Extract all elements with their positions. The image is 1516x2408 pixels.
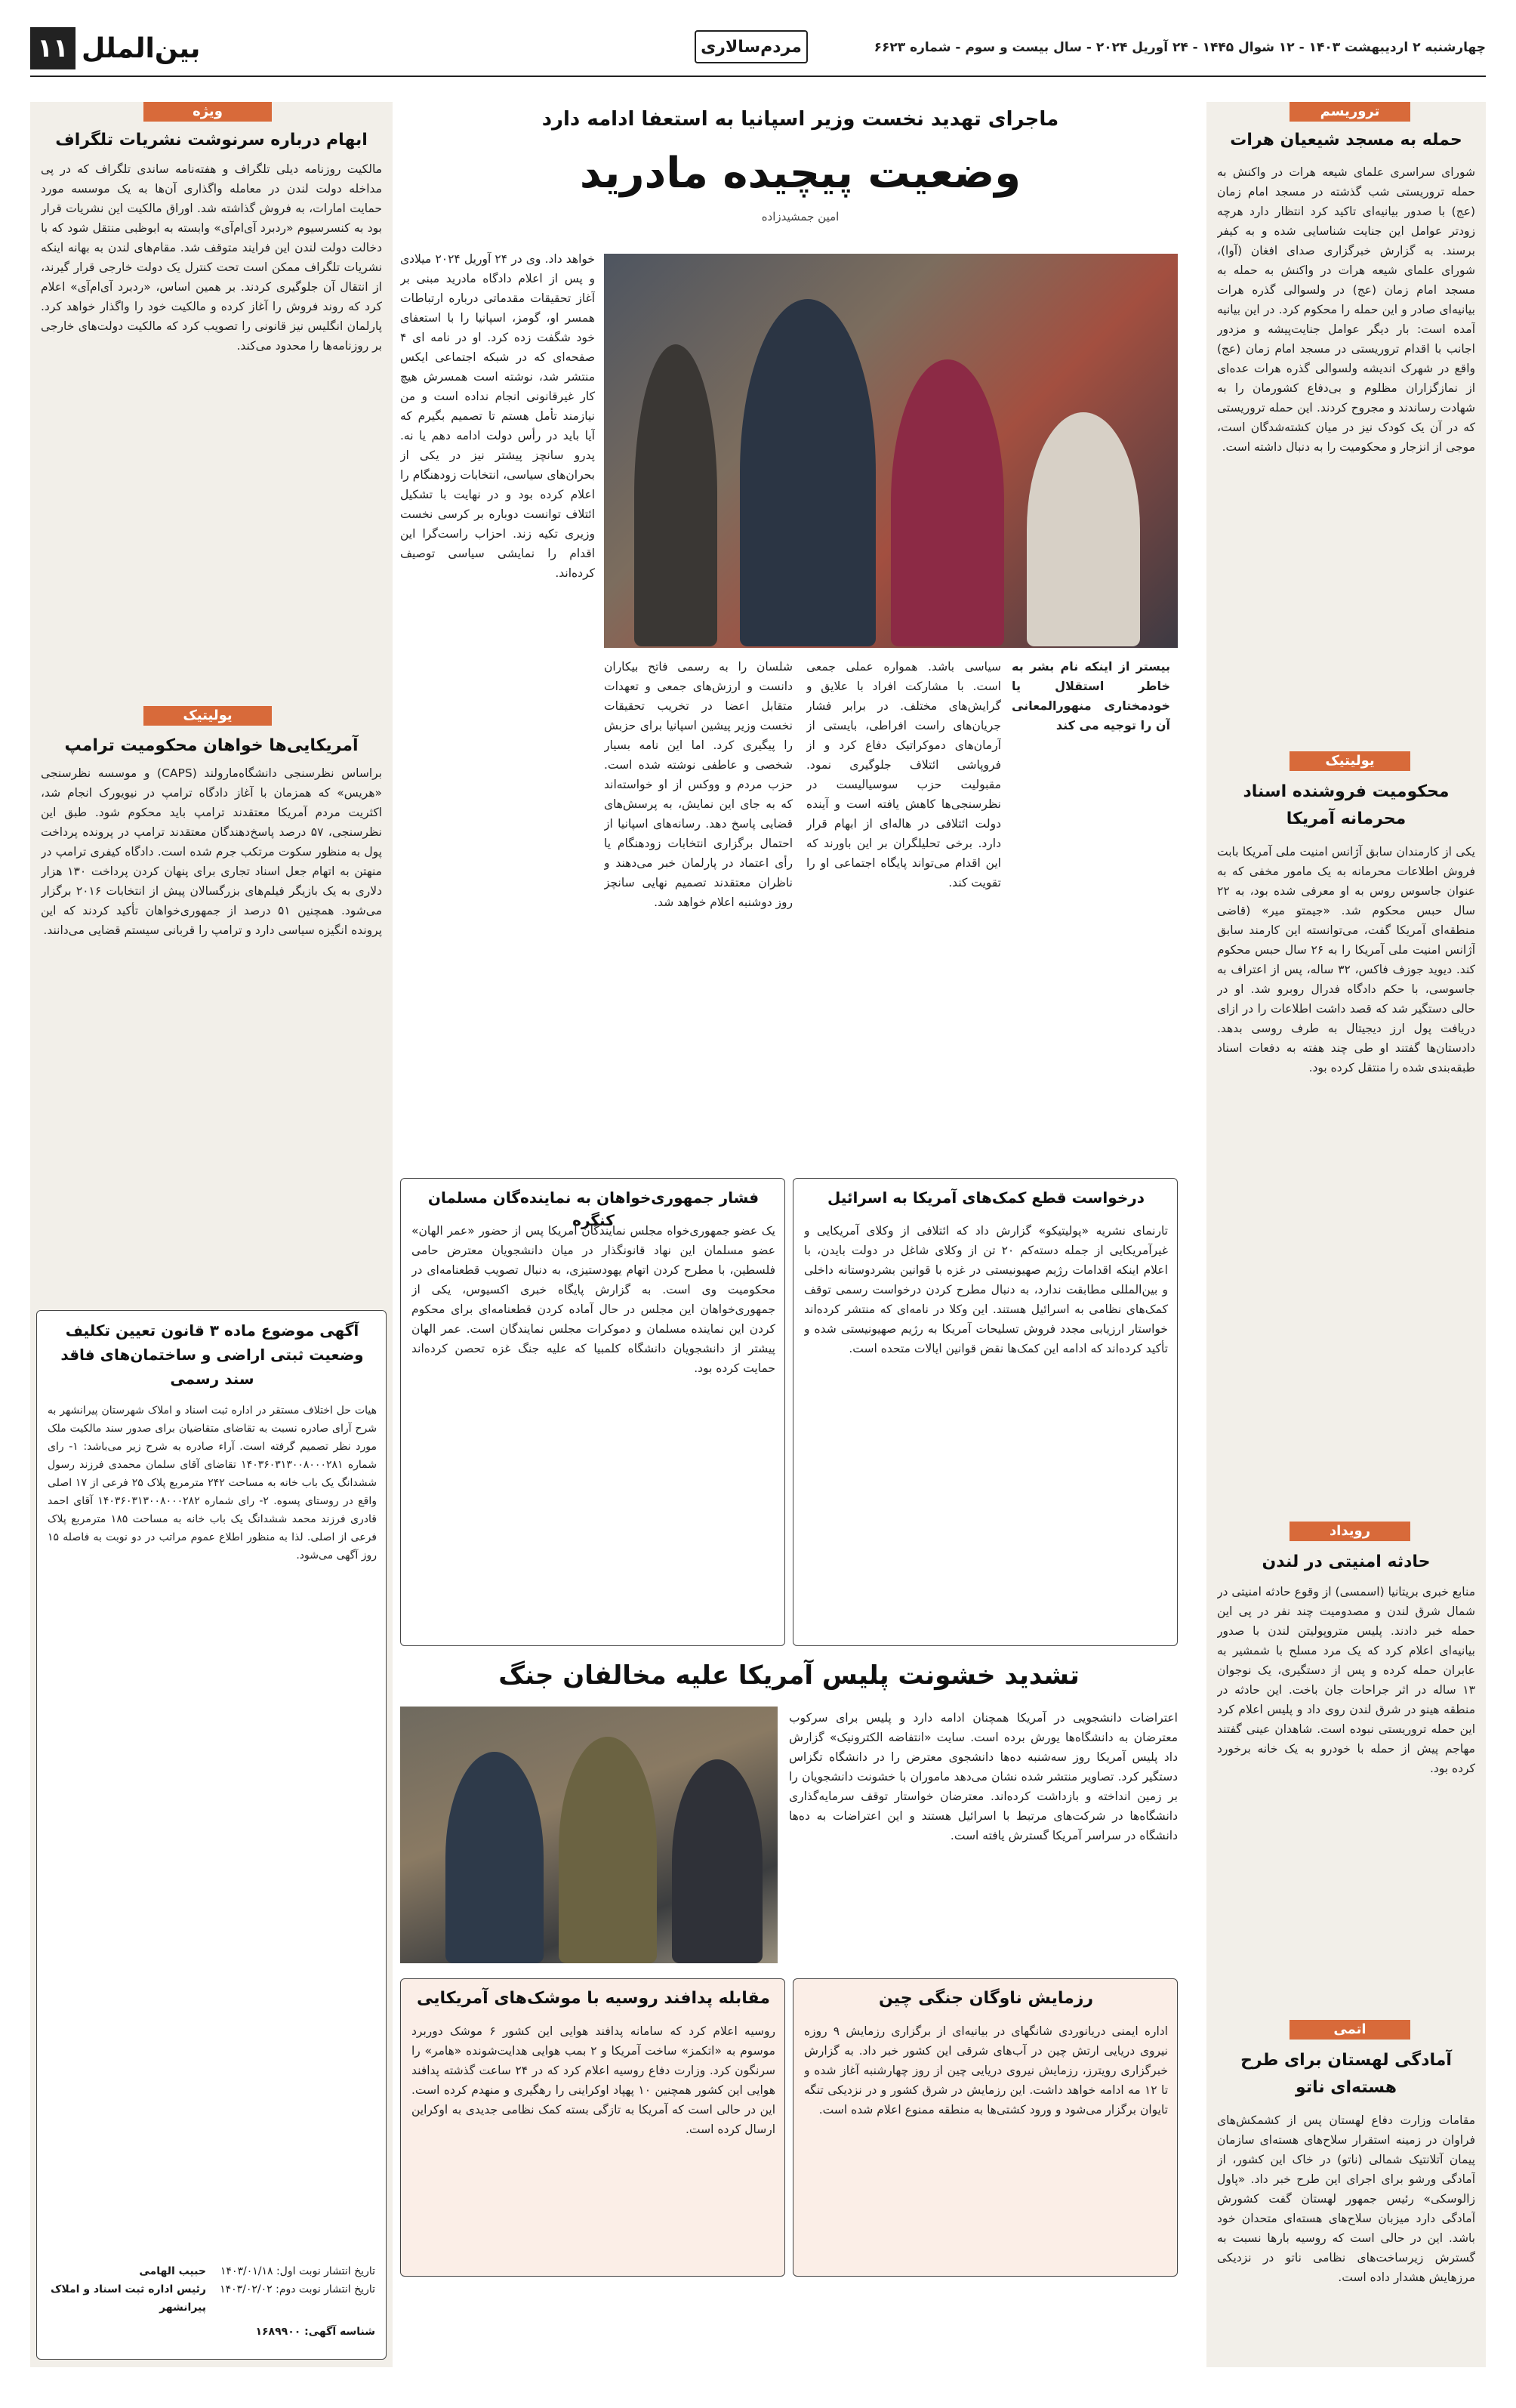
main-kicker: ماجرای تهدید نخست وزیر اسپانیا به استعفا ادامه دارد [541, 108, 1059, 131]
photo-figure-2 [1027, 412, 1140, 646]
left-title-2: آمریکایی‌ها خواهان محکومیت ترامپ [64, 736, 359, 755]
legal-notice [36, 1310, 387, 2360]
left-column [30, 102, 393, 2367]
photo-figure-3 [634, 344, 717, 646]
photo-caption: بیستر از اینکه نام بشر به خاطر استقلال یا خودمختاری منهورالمعانی آن را توجیه می کند [1012, 659, 1170, 732]
date-line: چهارشنبه ۲ اردیبهشت ۱۴۰۳ - ۱۲ شوال ۱۴۴۵ - ۲۴ آوریل ۲۰۲۴ - سال بیست و سوم - شماره ۶۶۲۳ [874, 40, 1486, 55]
right-column [1206, 102, 1486, 2367]
notice-dates: تاریخ انتشار نوبت اول: ۱۴۰۳/۰۱/۱۸ تاریخ انتشار نوبت دوم: ۱۴۰۳/۰۲/۰۲ [220, 2265, 375, 2295]
tag-special: ویژه [143, 102, 272, 122]
tag-nuclear: اتمی [1290, 2020, 1410, 2040]
main-body-3: سیاسی باشد. همواره عملی جمعی است. با مشارکت افراد با علایق و گرایش‌های مختلف. در برابر فشار جریان‌های راست افراطی، بایستی از آرمان‌های دموکراتیک دفاع کرد و از فروپاشی ائتلاف جلوگیری نمود. مقبولیت حزب سوسیالیست در نظرسنجی‌ها کاهش یافته است و آینده دولت ائتلافی در هاله‌ای از ابهام قرار دارد. برخی تحلیلگران بر این باورند که این اقدام می‌تواند پایگاه اجتماعی او را تقویت کند. [806, 660, 1001, 890]
box-congress [400, 1178, 785, 1646]
main-title: وضعیت پیچیده مادرید [579, 149, 1021, 198]
left-body-1: مالکیت روزنامه دیلی تلگراف و هفته‌نامه ساندی تلگراف که در پی مداخله دولت لندن در معامله واگذاری آن‌ها به یک موسسه مورد حمایت امارات، به فروش گذاشته شد. اوراق مالکیت این نشریات قرار بود به کنسرسیوم «ردبرد آی‌ام‌آی» وابسته به ابوظبی منتقل شود که با دخالت دولت لندن این فرایند متوقف شد. مقام‌های لندن به بهانه اینکه نشریات تلگراف ممکن است تحت کنترل یک دولت خارجی قرار گیرند، از انتقال آن جلوگیری کردند. بر همین اساس، «ردبرد آی‌ام‌آی» اعلام کرد که روند فروش را آغاز کرده و مالکیت خود را واگذار خواهد کرد. پارلمان انگلیس نیز قانونی را تصویب کرد که مالکیت دولت‌های خارجی بر روزنامه‌ها را محدود می‌کند. [41, 162, 382, 353]
box-russia [400, 1978, 785, 2277]
main-body-1: خواهد داد. وی در ۲۴ آوریل ۲۰۲۴ میلادی و پس از اعلام دادگاه مادرید مبنی بر آغاز تحقیقات مقدماتی درباره ارتباطات همسر او، گومز، اسپانیا را با استعفای خود شگفت زده کرد. او در نامه ای ۴ صفحه‌ای که در شبکه اجتماعی ایکس منتشر شد، نوشته است همسرش هیچ کار غیرقانونی انجام نداده است و من نیازمند تأمل هستم تا تصمیم بگیرم که آیا باید در رأس دولت ادامه دهم یا نه. پدرو سانچز پیشتر نیز در یکی از بحران‌های سیاسی، انتخابات زودهنگام را اعلام کرده بود و در نهایت با تشکیل ائتلاف توانست دوباره بر کرسی نخست وزیری تکیه زند. احزاب راست‌گرا این اقدام را نمایشی سیاسی توصیف کرده‌اند. [400, 252, 595, 580]
tag-terrorism: تروریسم [1290, 102, 1410, 122]
notice-id: شناسه آگهی: ۱۶۸۹۹۰۰ [255, 2326, 375, 2338]
box-israel-body: تارنمای نشریه «پولیتیکو» گزارش داد که ائتلافی از وکلای آمریکایی و غیرآمریکایی از جمله دسته‌کم ۲۰ تن از وکلای شاغل در دولت بایدن، با اعلام اینکه اقدامات رژیم صهیونیستی در غزه با قوانین بشردوستانه داخلی و بین‌المللی مطابقت ندارد، به دنبال مطرح کردن درخواست رسمی توقف کمک‌های نظامی به اسرائیل هستند. این وکلا در نامه‌ای که منتشر کرده‌اند خواستار ارزیابی مجدد فروش تسلیحات آمریکا به رژیم صهیونیستی شده و تأکید کرده‌اند که ادامه این کمک‌ها نقض قوانین ایالات متحده است. [804, 1224, 1168, 1355]
right-body-4: مقامات وزارت دفاع لهستان پس از کشمکش‌های فراوان در زمینه استقرار سلاح‌های هسته‌ای سازمان پیمان آتلانتیک شمالی (ناتو) در خاک این کشور، از آمادگی ورشو برای اجرای این طرح خبر داد. «پاول زالوسکی» رئیس جمهور لهستان گفت کشورش آمادگی دارد میزبان سلاح‌های هسته‌ای متحدان خود باشد. این در حالی است که روسیه بارها نسبت به گسترش زیرساخت‌های نظامی ناتو در نزدیکی مرزهایش هشدار داده است. [1217, 2114, 1475, 2284]
russia-title: مقابله پدافند روسیه با موشک‌های آمریکایی [417, 1989, 770, 2008]
notice-signature: حبیب الهامی رئیس اداره ثبت اسناد و املاک پیرانشهر [51, 2265, 206, 2314]
left-body-2: براساس نظرسنجی دانشگاه‌مارولند (CAPS) و موسسه نظرسنجی «هریس» که همزمان با آغاز دادگاه ترامپ در نیویورک انجام شد، اکثریت مردم آمریکا معتقدند ترامپ باید محکوم شود. طبق این نظرسنجی، ۵۷ درصد پاسخ‌دهندگان معتقدند ترامپ در پرونده پرداخت پول به منظور سکوت مرتکب جرم شده است. دادگاه کیفری ترامپ در منهتن به اتهام جعل اسناد تجاری برای پنهان کردن پرداخت ۱۳۰ هزار دلاری به یک بازیگر فیلم‌های بزرگسالان پیش از انتخابات ۲۰۱۶ برگزار می‌شود. همچنین ۵۱ درصد از جمهوری‌خواهان تأکید کردند که این پرونده انگیزه سیاسی دارد و ترامپ را قربانی سیستم قضایی می‌دانند. [41, 766, 382, 937]
protest-photo [400, 1707, 778, 1963]
tag-politics-right: یولیتیک [1290, 751, 1410, 771]
notice-body: هیات حل اختلاف مستقر در اداره ثبت اسناد و املاک شهرستان پیرانشهر به شرح آرای صادره نسبت به تقاضای متقاضیان برای صدور سند مالکیت ملک مورد نظر تصمیم گرفته است. آراء صادره به شرح زیر می‌باشد: ۱- رای شماره ۱۴۰۳۶۰۳۱۳۰۰۸۰۰۰۲۸۱ تقاضای آقای سلمان محمدی فرزند رسول ششدانگ یک باب خانه به مساحت ۲۴۲ مترمربع پلاک ۲۵ فرعی از ۱۷ اصلی واقع در روستای پسوه. ۲- رای شماره ۱۴۰۳۶۰۳۱۳۰۰۸۰۰۰۲۸۲ آقای احمد قادری فرزند محمد ششدانگ یک باب خانه به مساحت ۱۸۵ مترمربع پلاک فرعی از اصلی. لذا به منظور اطلاع عموم مراتب در دو نوبت به فاصله ۱۵ روز آگهی می‌شود. [48, 1404, 377, 1562]
box-congress-title: فشار جمهوری‌خواهان به نماینده‌گان مسلمان کنگره [427, 1189, 760, 1229]
tag-event: رویداد [1290, 1522, 1410, 1541]
header-divider [30, 76, 1486, 77]
protest-figure-3 [672, 1759, 763, 1963]
masthead [30, 23, 1486, 79]
box-congress-body: یک عضو جمهوری‌خواه مجلس نمایندگان آمریکا پس از حضور «عمر الهان» عضو مسلمان این نهاد قانونگذار در میان دانشجویان معترض حامی فلسطین، با مطرح کردن اتهام یهودستیزی، به دنبال تصویب قطعنامه‌ای در محکومیت وی است. به گزارش پایگاه خبری اکسیوس، یکی از جمهوری‌خواهان این مجلس در حال آماده کردن قطعنامه‌ای برای محکوم کردن این نماینده مسلمان و دموکرات مجلس نمایندگان است. عمر الهان پیشتر از دانشجویان دانشگاه کلمبیا که علیه جنگ غزه تحصن کرده‌اند حمایت کرده بود. [411, 1224, 775, 1375]
logo: مردم‌سالاری [695, 30, 808, 63]
right-title-1: حمله به مسجد شیعیان هرات [1230, 131, 1462, 150]
violence-body: اعتراضات دانشجویی در آمریکا همچنان ادامه دارد و پلیس برای سرکوب معترضان به دانشگاه‌ها یورش برده است. سایت «انتفاضه الکترونیک» گزارش داد پلیس آمریکا روز سه‌شنبه ده‌ها دانشجوی معترض را در دانشگاه تگزاس دستگیر کرد. تصاویر منتشر شده نشان می‌دهد ماموران با خشونت دانشجویان را بر زمین انداخته و بازداشت کرده‌اند. معترضان خواستار توقف سرمایه‌گذاری دانشگاه‌ها در شرکت‌های مرتبط با اسرائیل هستند و این اعتراضات به ده‌ها دانشگاه در سراسر آمریکا گسترش یافته است. [789, 1711, 1178, 1842]
china-body: اداره ایمنی دریانوردی شانگهای در بیانیه‌ای از برگزاری رزمایش ۹ روزه نیروی دریایی ارتش چین در آب‌های شرقی این کشور خبر داد. به گزارش خبرگزاری رویترز، رزمایش نیروی دریایی چین از روز چهارشنبه آغاز شده و تا ۱۲ مه ادامه خواهد داشت. این رزمایش در شرق کشور و در نزدیکی تنگه تایوان برگزار می‌شود و ورود کشتی‌ها به منطقه ممنوع اعلام شده است. [804, 2024, 1168, 2117]
box-china [793, 1978, 1178, 2277]
right-title-2: محکومیت فروشنده اسناد محرمانه آمریکا [1243, 782, 1450, 828]
main-body-2: شلسان را به رسمی فاتح بیکاران دانست و ارزش‌های جمعی و تعهدات متقابل اعضا در تخریب تحقیقات نخست وزیر پیشین اسپانیا برای حزبش را پیگیری کرد. اما این نامه بسیار شخصی و عاطفی نوشته شده است. حزب مردم و ووکس از او خواسته‌اند که به جای این نمایش، به پرسش‌های قضایی پاسخ دهد. رسانه‌های اسپانیا از احتمال برگزاری انتخابات زودهنگام یا رأی اعتماد در پارلمان خبر می‌دهند و ناظران معتقدند تصمیم نهایی سانچز روز دوشنبه اعلام خواهد شد. [604, 660, 793, 909]
photo-figure-speaker [740, 299, 876, 646]
photo-figure-1 [891, 359, 1004, 646]
right-body-2: یکی از کارمندان سابق آژانس امنیت ملی آمریکا بابت فروش اطلاعات محرمانه به یک مامور مخفی که به عنوان جاسوس روس به او معرفی شده بود، به ۲۲ سال حبس محکوم شد. «جیمتو میر» (قاضی منطقه‌ای آمریکا گفت، می‌توانسته این کارمند سابق آژانس امنیت ملی آمریکا را به ۲۶ سال حبس محکوم کند. دیوید جوزف فاکس، ۳۲ ساله، پس از اعتراف به جاسوسی، با حکم دادگاه فدرال روبرو شد. او در حالی دستگیر شد که قصد داشت اطلاعات را در ازای دریافت پول ارز دیجیتال به طرف روسی بدهد. دادستان‌ها گفتند او طی چند هفته به دفعات اسناد طبقه‌بندی شده را منتقل کرده بود. [1217, 845, 1475, 1075]
right-title-4: آمادگی لهستان برای طرح هسته‌ای ناتو [1240, 2051, 1452, 2097]
box-israel-title: درخواست قطع کمک‌های آمریکا به اسرائیل [827, 1189, 1145, 1207]
protest-figure-2 [559, 1737, 657, 1963]
box-israel-aid [793, 1178, 1178, 1646]
notice-title: آگهی موضوع ماده ۳ قانون تعیین تکلیف وضعیت ثبتی اراضی و ساختمان‌های فاقد سند رسمی [60, 1321, 364, 1388]
main-byline: امین جمشیدزاده [761, 210, 840, 224]
russia-body: روسیه اعلام کرد که سامانه پدافند هوایی این کشور ۶ موشک دوربرد موسوم به «اتکمز» ساخت آمریکا و ۲ بمب هوایی هدایت‌شونده «هامر» را سرنگون کرد. وزارت دفاع روسیه اعلام کرد که در ۲۴ ساعت گذشته پدافند هوایی این کشور همچنین ۱۰ پهپاد اوکراینی را رهگیری و منهدم کرده است. این در حالی است که آمریکا به تازگی بسته کمک نظامی جدیدی به اوکراین ارسال کرده است. [411, 2024, 775, 2136]
violence-title: تشدید خشونت پلیس آمریکا علیه مخالفان جنگ [498, 1660, 1080, 1691]
right-title-3: حادثه امنیتی در لندن [1262, 1552, 1431, 1571]
page-label: بین‌الملل [82, 33, 201, 64]
right-body-3: منابع خبری بریتانیا (اسمسی) از وقوع حادثه امنیتی در شمال شرق لندن و مصدومیت چند نفر در پی این حمله خبر دادند. پلیس متروپولیتن لندن با صدور بیانیه‌ای اعلام کرد که یک مرد مسلح با شمشیر به عابران حمله کرده و پس از دستگیری، یک نوجوان ۱۳ ساله در اثر جراحات جان باخت. این حادثه در منطقه هینو در شرق لندن روی داد و پلیس اعلام کرد این حمله تروریستی نبوده است. شاهدان عینی گفتند مهاجم پیش از حمله با خودرو به یک خانه برخورد کرده بود. [1217, 1585, 1475, 1775]
main-photo [604, 254, 1178, 648]
right-body-1: شورای سراسری علمای شیعه هرات در واکنش به حمله تروریستی شب گذشته در مسجد امام زمان (عج) با صدور بیانیه‌ای تاکید کرد انتظار دارد هرچه زودتر عوامل این جنایت شناسایی شده و به کیفر برسند. به گزارش خبرگزاری صدای افغان (آوا)، شورای علمای شیعه هرات در واکنش به حمله به مسجد امام زمان (عج) در ولسوالی گذره هرات بیانیه‌ای صادر و این حمله را محکوم کرد. در این بیانیه آمده است: بار دیگر عوامل جنایت‌پیشه و مزدور اجانب با اقدام تروریستی در مسجد امام زمان (عج) واقع در شهرک اندیشه ولسوالی گذره هرات عده‌ای از نمازگزاران مظلوم و بی‌دفاع کشورمان را به شهادت رساندند و مجروح کردند. این حمله تروریستی که در آن یک کودک نیز در میان کشته‌شدگان است، موجی از انزجار و محکومیت را به دنبال داشته است. [1217, 165, 1475, 454]
china-title: رزمایش ناوگان جنگی چین [878, 1989, 1094, 2008]
tag-politics-left: یولیتیک [143, 706, 272, 726]
left-title-1: ابهام درباره سرنوشت نشریات تلگراف [55, 131, 368, 150]
page-number: ۱۱ [30, 27, 75, 69]
protest-figure-1 [445, 1752, 544, 1963]
